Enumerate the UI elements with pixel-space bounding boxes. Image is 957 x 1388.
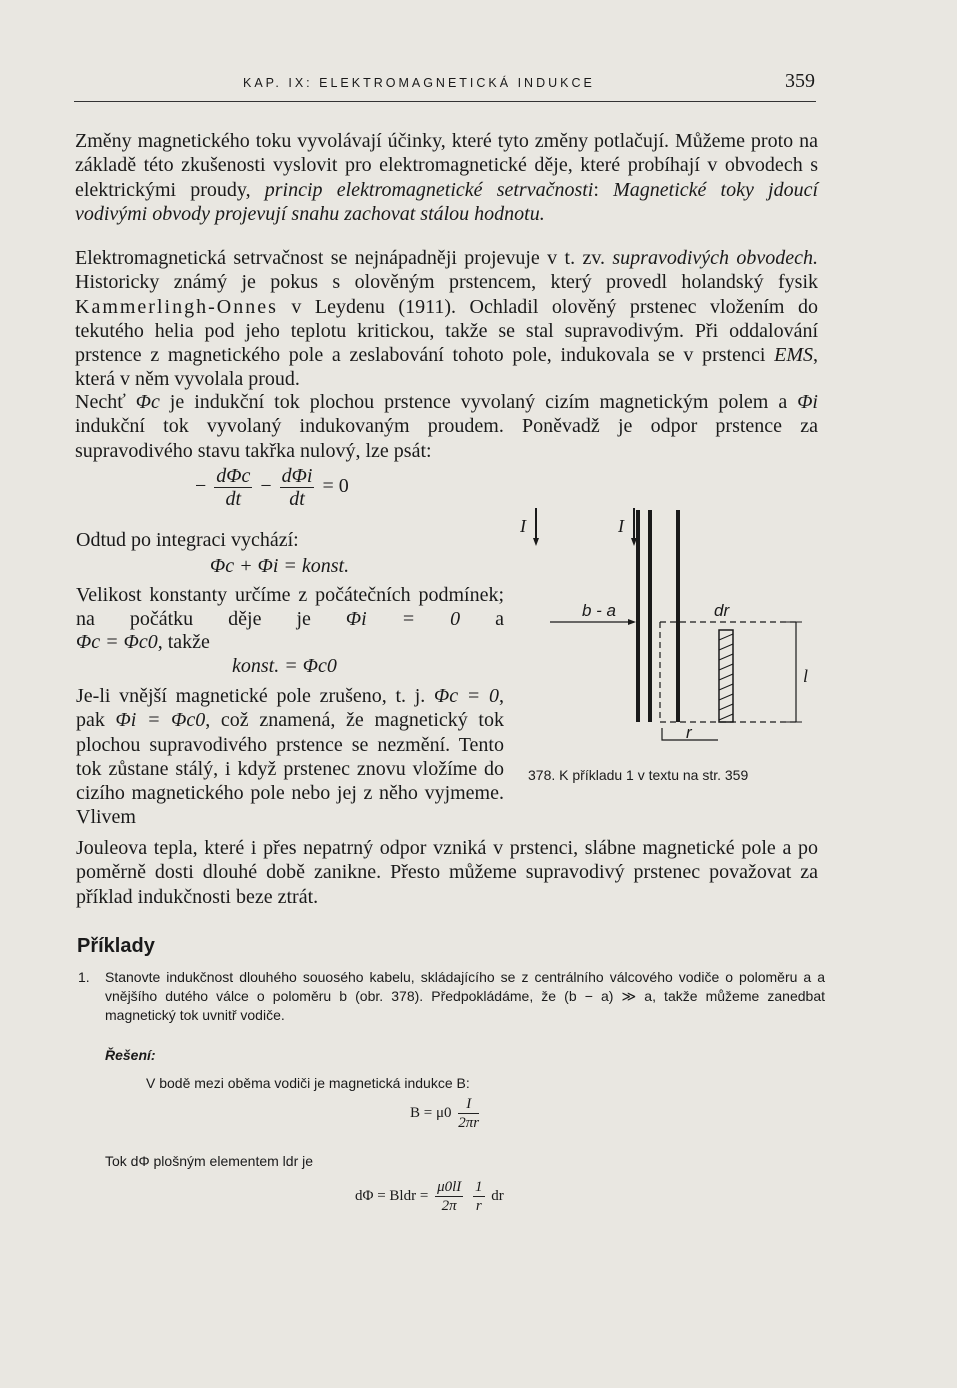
dphi-denominator2: r	[475, 1198, 482, 1214]
paragraph-principle	[75, 129, 818, 226]
B-numerator: I	[458, 1095, 479, 1114]
constant-tail: , takže	[157, 631, 210, 653]
text-run: supravodivých obvodech.	[612, 247, 819, 269]
text-run: Kammerlingh-Onnes	[75, 295, 278, 318]
text-run: Φi = Φc0	[115, 709, 206, 732]
dphi-numerator1: μ0lI	[437, 1179, 462, 1195]
text-run: Φc = 0	[434, 685, 499, 707]
fraction-dphii-dt	[280, 465, 315, 510]
B-denominator: 2πr	[458, 1115, 480, 1131]
paragraph-field-removed	[76, 684, 504, 830]
example-number: 1.	[78, 969, 90, 985]
dphi-numerator2: 1	[475, 1179, 483, 1195]
solution-line1: V bodě mezi oběma vodiči je magnetická indukce B:	[146, 1075, 470, 1091]
text-run: Jouleova tepla, které i přes nepatrný odpor vzniká v prstenci, slábne magnetické pole a po poměrně dosti dlouhé době zanikne. Přesto můžeme supravodivý prstenec považovat za příklad indukčnosti beze ztrát.	[76, 837, 818, 908]
text-run: Φc	[135, 391, 160, 413]
paragraph-flux-definition	[75, 390, 818, 463]
example-text: Stanovte indukčnost dlouhého souosého kabelu, skládajícího se z centrálního válcového vodiče o poloměru a a vnějšího dutého válce o poloměru b (obr. 378). Předpokládáme, že (b − a) ≫ a, takže můžeme zanedbat magnetický tok uvnitř vodiče.	[105, 969, 825, 1023]
text-run: EMS	[774, 344, 813, 367]
inner-conductor-left	[648, 510, 652, 722]
equation-B	[410, 1095, 482, 1132]
text-run: Nechť	[75, 391, 136, 413]
label-r: r	[686, 723, 692, 742]
text-run: v Leydenu (1911). Ochladil olověný prstenec vložením do tekutého helia pod jeho teplotu kritickou, takže se stal supravodivým. Při oddalování prstence z magnetického pole a zeslabování tohoto pole, indukovala se v prstenci	[75, 295, 818, 367]
label-current-left: I	[520, 516, 526, 536]
B-lhs: B = μ0	[410, 1104, 452, 1121]
text-run: Změny magnetického toku vyvolávají účinky, které tyto změny potlačují. Můžeme proto na základě této zkušenosti vyslovit pro elektromagnetické děje, které probíhají v obvodech s elektrickými proudy,	[75, 130, 818, 201]
text-run: , což znamená, že magnetický tok plochou supravodivého prstence se nezmění. Tento tok zůstane stálý, i když prstenec znovu vložíme do cizího magnetického pole nebo jej z něho vyjmeme. Vlivem	[76, 709, 504, 829]
constant-line3	[76, 631, 210, 654]
numerator-dphic: dΦc	[216, 465, 251, 487]
header-rule	[74, 101, 816, 102]
flux-text: Tok dΦ plošným elementem ldr je	[105, 1153, 314, 1169]
constant-cond2: Φc = Φc0	[76, 631, 158, 653]
text-run: , která v něm vyvolala proud.	[75, 344, 818, 391]
denominator-dt: dt	[225, 488, 242, 510]
equation-dphi	[355, 1178, 504, 1215]
dphi-tail: dr	[491, 1187, 504, 1204]
equation-constant-value: konst. = Φc0	[232, 655, 337, 677]
equation-rhs: = 0	[322, 475, 349, 498]
text-run: indukční tok vyvolaný indukovaným proudem. Poněvadž je odpor prstence za supravodivého stavu takřka nulový, lze psát:	[75, 415, 818, 462]
paragraph-superconducting	[75, 246, 818, 392]
dphi-fraction2	[473, 1178, 485, 1215]
text-run: Elektromagnetická setrvačnost se nejnápadněji projevuje v t. zv.	[75, 247, 613, 269]
paragraph-constant	[76, 583, 504, 632]
denominator-dt-2: dt	[289, 488, 305, 510]
outer-cylinder-left-wall	[636, 510, 640, 722]
label-gap: b - a	[582, 601, 617, 620]
B-fraction	[458, 1095, 479, 1132]
fraction-dphic-dt	[214, 465, 252, 510]
label-current-right: I	[618, 516, 624, 536]
figure-caption: 378. K příkladu 1 v textu na str. 359	[528, 767, 749, 783]
examples-heading: Příklady	[77, 935, 155, 957]
solution-label: Řešení:	[105, 1047, 156, 1063]
text-run: princip elektromagnetické setrvačnosti	[264, 178, 594, 201]
text-run: Φi	[797, 391, 818, 413]
text-run: Historicky známý je pokus s olověným prstencem, který provedl holandský fysik	[75, 271, 818, 294]
equation-sum-constant: Φc + Φi = konst.	[210, 555, 350, 577]
text-run: , pak	[76, 685, 504, 732]
inner-conductor-right	[676, 510, 680, 722]
dphi-lhs: dΦ = Bldr =	[355, 1187, 429, 1204]
text-run: :	[593, 178, 614, 201]
page-number: 359	[785, 70, 815, 92]
label-dr: dr	[714, 601, 730, 620]
constant-cond1: Φi = 0	[345, 608, 461, 631]
dphi-denominator1: 2π	[441, 1198, 457, 1214]
integration-text: Odtud po integraci vychází:	[76, 529, 299, 551]
constant-conj: a	[460, 608, 504, 631]
text-run: je indukční tok plochou prstence vyvolaný cizím magnetickým polem a	[159, 391, 798, 413]
label-length: l	[803, 666, 809, 686]
text-run: Je-li vnější magnetické pole zrušeno, t. j.	[76, 685, 434, 707]
text-run: Magnetické toky jdoucí vodivými obvody projevují snahu zachovat stálou hodnotu.	[75, 178, 818, 225]
equation-flux-derivative: − $\frac{\text{dΦc}}{dt}$ − $\frac{\text{dΦi}}{dt}$ = 0	[195, 465, 349, 510]
paragraph-field-removed-continued	[76, 836, 818, 909]
constant-lead: Velikost konstanty určíme z počátečních podmínek; na počátku děje je	[76, 584, 504, 631]
dphi-fraction1	[435, 1178, 463, 1215]
running-title: KAP. IX: ELEKTROMAGNETICKÁ INDUKCE	[243, 76, 595, 90]
numerator-dphii: dΦi	[281, 465, 313, 487]
coaxial-cable-figure	[520, 500, 820, 750]
flux-element-strip	[719, 630, 733, 722]
